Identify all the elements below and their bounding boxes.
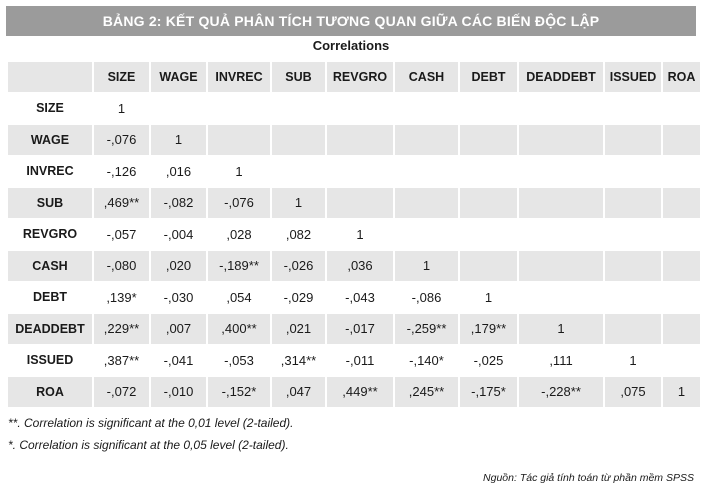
column-header: SIZE: [94, 62, 149, 92]
table-cell: ,111: [519, 346, 603, 376]
table-row: [8, 314, 700, 344]
table-cell: 1: [327, 220, 393, 250]
table-cell: [460, 251, 517, 281]
table-cell: ,400**: [208, 314, 270, 344]
table-cell: ,020: [151, 251, 206, 281]
table-cell: ,016: [151, 157, 206, 187]
table-cell: [519, 157, 603, 187]
table-cell: [605, 125, 661, 155]
table-cell: [519, 94, 603, 124]
table-title: BẢNG 2: KẾT QUẢ PHÂN TÍCH TƯƠNG QUAN GIỮA CÁC BIẾN ĐỘC LẬP: [102, 13, 600, 29]
table-cell: [519, 188, 603, 218]
table-cell: [605, 314, 661, 344]
footnotes: [8, 412, 293, 456]
table-cell: 1: [395, 251, 458, 281]
row-header: CASH: [8, 251, 92, 281]
table-cell: -,080: [94, 251, 149, 281]
table-cell: [663, 157, 700, 187]
table-cell: [663, 94, 700, 124]
table-row: [8, 94, 700, 124]
table-cell: [151, 94, 206, 124]
table-cell: [460, 188, 517, 218]
table-cell: ,387**: [94, 346, 149, 376]
table-cell: [327, 125, 393, 155]
table-cell: -,259**: [395, 314, 458, 344]
table-cell: [663, 220, 700, 250]
table-cell: [327, 188, 393, 218]
table-cell: [460, 220, 517, 250]
row-header: DEBT: [8, 283, 92, 313]
header-row: [8, 62, 700, 92]
table-cell: [605, 283, 661, 313]
table-cell: -,175*: [460, 377, 517, 407]
table-cell: [663, 283, 700, 313]
table-row: [8, 220, 700, 250]
table-cell: 1: [151, 125, 206, 155]
table-title-bar: [6, 6, 696, 36]
table-cell: -,086: [395, 283, 458, 313]
row-header: SIZE: [8, 94, 92, 124]
column-header: CASH: [395, 62, 458, 92]
table-row: [8, 283, 700, 313]
table-cell: ,054: [208, 283, 270, 313]
table-cell: -,152*: [208, 377, 270, 407]
table-cell: -,030: [151, 283, 206, 313]
table-cell: ,229**: [94, 314, 149, 344]
table-cell: [395, 220, 458, 250]
table-cell: [460, 94, 517, 124]
table-cell: [272, 157, 325, 187]
table-row: [8, 346, 700, 376]
row-header: SUB: [8, 188, 92, 218]
table-cell: ,314**: [272, 346, 325, 376]
table-cell: -,017: [327, 314, 393, 344]
table-cell: -,228**: [519, 377, 603, 407]
correlation-table: [6, 60, 702, 409]
table-cell: [519, 283, 603, 313]
table-cell: [663, 314, 700, 344]
table-cell: [208, 125, 270, 155]
table-cell: 1: [605, 346, 661, 376]
table-cell: -,029: [272, 283, 325, 313]
table-cell: ,179**: [460, 314, 517, 344]
table-cell: ,075: [605, 377, 661, 407]
table-cell: -,043: [327, 283, 393, 313]
table-cell: [395, 125, 458, 155]
table-cell: ,021: [272, 314, 325, 344]
table-cell: -,072: [94, 377, 149, 407]
column-header: SUB: [272, 62, 325, 92]
column-header: DEADDEBT: [519, 62, 603, 92]
table-cell: -,057: [94, 220, 149, 250]
table-subtitle: Correlations: [312, 38, 390, 53]
row-header: ISSUED: [8, 346, 92, 376]
row-header: INVREC: [8, 157, 92, 187]
table-cell: 1: [519, 314, 603, 344]
table-cell: [272, 125, 325, 155]
table-cell: -,076: [94, 125, 149, 155]
table-cell: [519, 220, 603, 250]
table-cell: [460, 157, 517, 187]
row-header: DEADDEBT: [8, 314, 92, 344]
table-cell: [460, 125, 517, 155]
table-row: [8, 188, 700, 218]
column-header: INVREC: [208, 62, 270, 92]
row-header: WAGE: [8, 125, 92, 155]
table-cell: 1: [272, 188, 325, 218]
table-cell: -,140*: [395, 346, 458, 376]
corner-cell: [8, 62, 92, 92]
table-cell: -,041: [151, 346, 206, 376]
table-cell: [519, 251, 603, 281]
table-cell: [663, 125, 700, 155]
table-cell: 1: [94, 94, 149, 124]
table-cell: [663, 188, 700, 218]
table-cell: [395, 94, 458, 124]
source-note: Nguồn: Tác giả tính toán từ phần mềm SPSS: [483, 472, 694, 484]
table-cell: -,076: [208, 188, 270, 218]
table-cell: [663, 251, 700, 281]
column-header: ROA: [663, 62, 700, 92]
table-cell: -,025: [460, 346, 517, 376]
table-cell: ,028: [208, 220, 270, 250]
row-header: REVGRO: [8, 220, 92, 250]
table-cell: 1: [663, 377, 700, 407]
table-cell: [605, 188, 661, 218]
table-cell: [605, 157, 661, 187]
table-cell: ,469**: [94, 188, 149, 218]
footnote-005: *. Correlation is significant at the 0,05 level (2-tailed).: [8, 438, 289, 452]
table-cell: [327, 157, 393, 187]
table-cell: [519, 125, 603, 155]
table-row: [8, 125, 700, 155]
table-row: [8, 251, 700, 281]
row-header: ROA: [8, 377, 92, 407]
table-cell: ,245**: [395, 377, 458, 407]
table-cell: [208, 94, 270, 124]
table-cell: -,053: [208, 346, 270, 376]
table-cell: [605, 220, 661, 250]
table-cell: -,126: [94, 157, 149, 187]
column-header: WAGE: [151, 62, 206, 92]
table-cell: ,007: [151, 314, 206, 344]
column-header: ISSUED: [605, 62, 661, 92]
table-cell: [395, 188, 458, 218]
table-cell: [327, 94, 393, 124]
table-cell: -,189**: [208, 251, 270, 281]
table-row: [8, 157, 700, 187]
table-cell: ,082: [272, 220, 325, 250]
table-cell: 1: [460, 283, 517, 313]
table-cell: [272, 94, 325, 124]
table-cell: -,010: [151, 377, 206, 407]
table-cell: -,026: [272, 251, 325, 281]
table-cell: ,047: [272, 377, 325, 407]
table-cell: 1: [208, 157, 270, 187]
table-cell: ,036: [327, 251, 393, 281]
table-cell: ,449**: [327, 377, 393, 407]
table-cell: ,139*: [94, 283, 149, 313]
table-cell: [605, 94, 661, 124]
column-header: REVGRO: [327, 62, 393, 92]
table-cell: [605, 251, 661, 281]
table-row: [8, 377, 700, 407]
column-header: DEBT: [460, 62, 517, 92]
table-cell: [395, 157, 458, 187]
table-cell: [663, 346, 700, 376]
table-cell: -,082: [151, 188, 206, 218]
footnote-001: **. Correlation is significant at the 0,01 level (2-tailed).: [8, 416, 294, 430]
table-cell: -,011: [327, 346, 393, 376]
table-cell: -,004: [151, 220, 206, 250]
